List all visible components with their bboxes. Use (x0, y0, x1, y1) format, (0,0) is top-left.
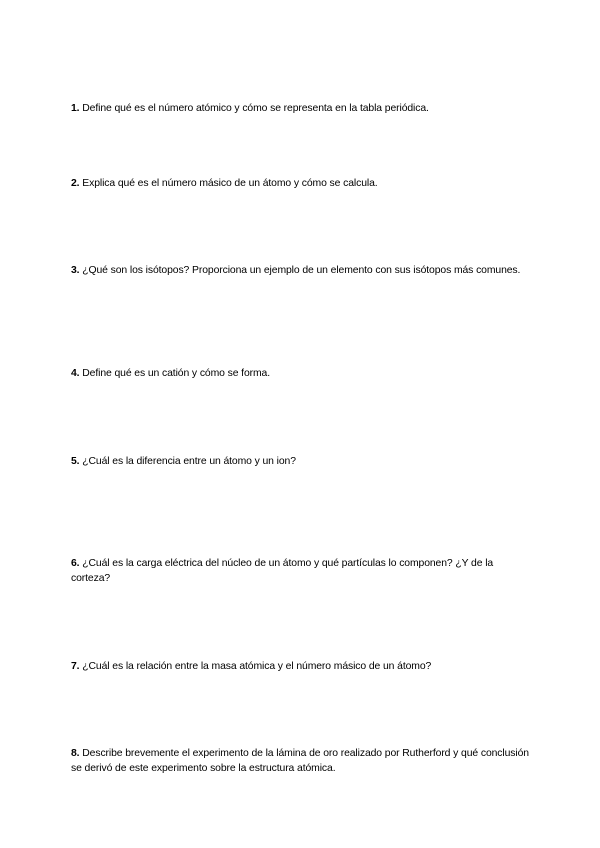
question-number: 5. (71, 456, 80, 467)
question-text: Explica qué es el número másico de un átomo y cómo se calcula. (82, 178, 378, 189)
question-number: 6. (71, 558, 80, 569)
question-text: ¿Cuál es la diferencia entre un átomo y un ion? (82, 456, 296, 467)
question-text: ¿Qué son los isótopos? Proporciona un ejemplo de un elemento con sus isótopos más comunes. (82, 265, 521, 276)
question-8 (71, 746, 531, 776)
question-6 (71, 556, 531, 586)
question-text: ¿Cuál es la relación entre la masa atómica y el número másico de un átomo? (82, 661, 432, 672)
question-number: 7. (71, 661, 80, 672)
question-number: 2. (71, 178, 80, 189)
question-number: 1. (71, 103, 80, 114)
question-text: Describe brevemente el experimento de la lámina de oro realizado por Rutherford y qué conclusión se derivó de este experimento sobre la estructura atómica. (71, 748, 529, 774)
question-2 (71, 176, 531, 191)
question-text: Define qué es un catión y cómo se forma. (82, 368, 271, 379)
question-3 (71, 263, 531, 278)
question-7 (71, 659, 531, 674)
question-1 (71, 101, 531, 116)
question-4 (71, 366, 531, 381)
question-number: 4. (71, 368, 80, 379)
question-number: 3. (71, 265, 80, 276)
question-text: Define qué es el número atómico y cómo se representa en la tabla periódica. (82, 103, 429, 114)
question-text: ¿Cuál es la carga eléctrica del núcleo de un átomo y qué partículas lo componen? ¿Y de la corteza? (71, 558, 494, 584)
question-5 (71, 454, 531, 469)
question-number: 8. (71, 748, 80, 759)
